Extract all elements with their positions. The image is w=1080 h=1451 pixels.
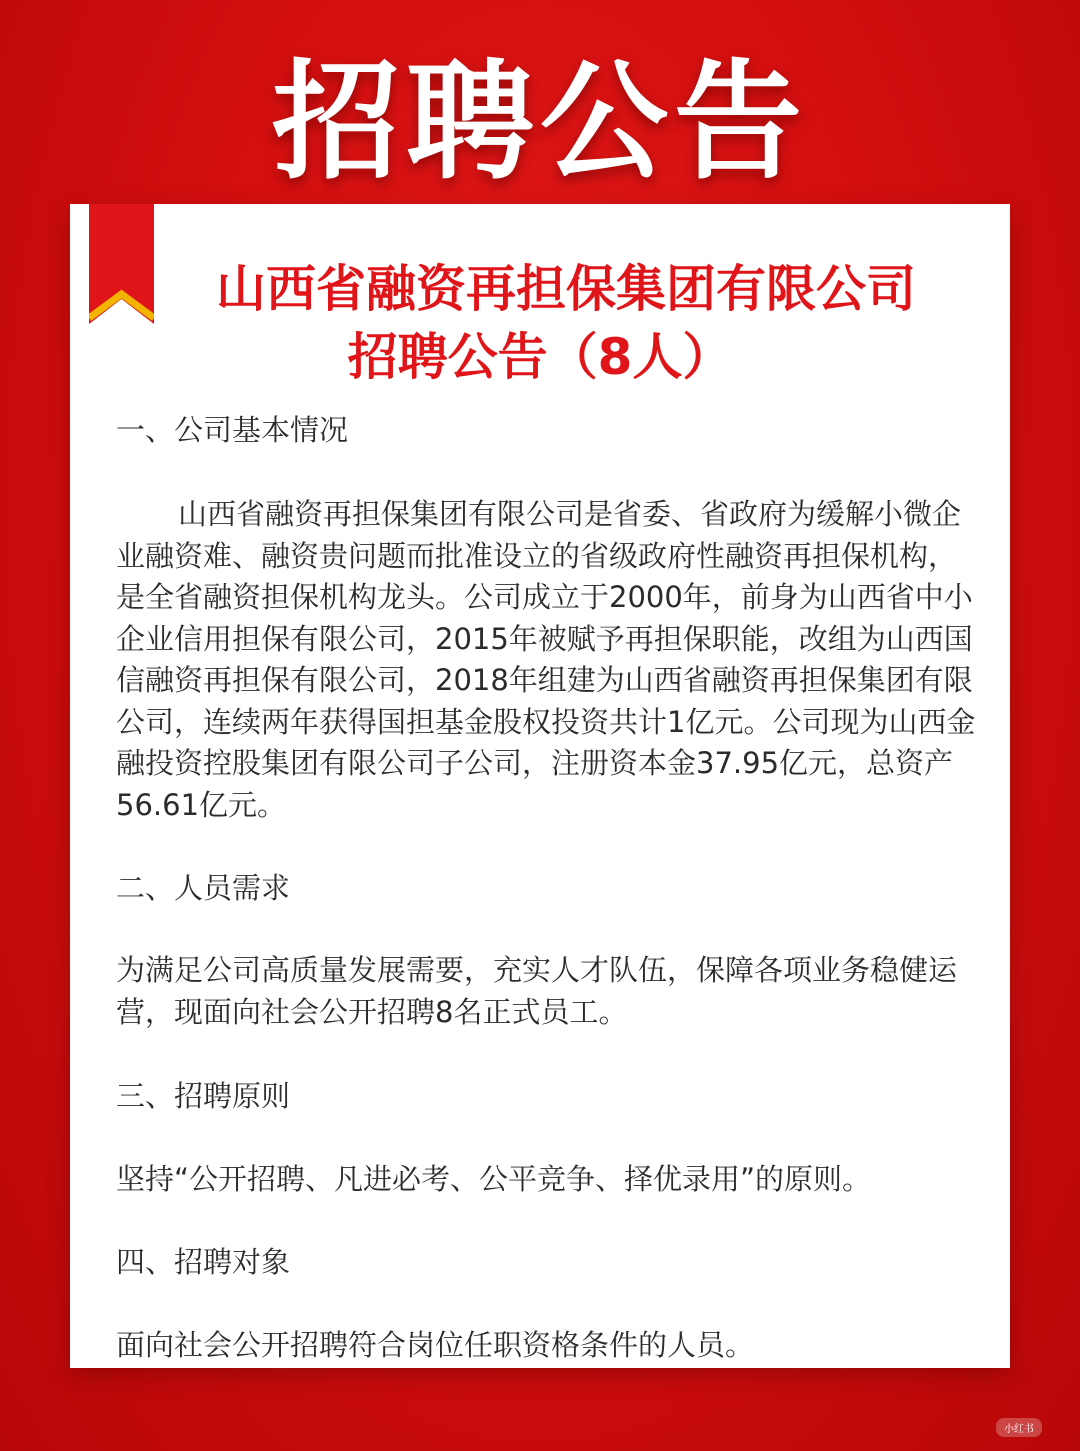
section-heading-principles: 三、招聘原则 — [116, 1079, 291, 1113]
section-body-company-info: 山西省融资再担保集团有限公司是省委、省政府为缓解小微企业融资难、融资贵问题而批准设立的省级政府性融资再担保机构，是全省融资担保机构龙头。公司成立于2000年，前身为山西省中小企业信用担保有限公司，2015年被赋予再担保职能，改组为山西国信融资再担保有限公司，2018年组建为山西省融资再担保集团有限公司，连续两年获得国担基金股权投资共计1亿元。公司现为山西金融投资控股集团有限公司子公司，注册资本金37.95亿元，总资产56.61亿元。 — [116, 497, 976, 822]
company-title: 山西省融资再担保集团有限公司 — [216, 260, 916, 318]
announcement-card — [70, 204, 1010, 1368]
section-heading-target-applicants: 四、招聘对象 — [116, 1245, 291, 1279]
section-heading-staffing-needs: 二、人员需求 — [116, 871, 291, 905]
section-body-target-applicants: 面向社会公开招聘符合岗位任职资格条件的人员。 — [116, 1328, 755, 1362]
section-body-staffing-needs: 为满足公司高质量发展需要，充实人才队伍，保障各项业务稳健运营，现面向社会公开招聘8名正式员工。 — [116, 953, 958, 1029]
banner-title: 招聘公告 — [271, 48, 808, 197]
section-heading-company-info: 一、公司基本情况 — [116, 413, 349, 447]
announcement-subtitle: 招聘公告（8人） — [347, 328, 733, 386]
watermark: 小红书 — [996, 1418, 1042, 1437]
section-body-principles: 坚持“公开招聘、凡进必考、公平竞争、择优录用”的原则。 — [116, 1162, 872, 1196]
